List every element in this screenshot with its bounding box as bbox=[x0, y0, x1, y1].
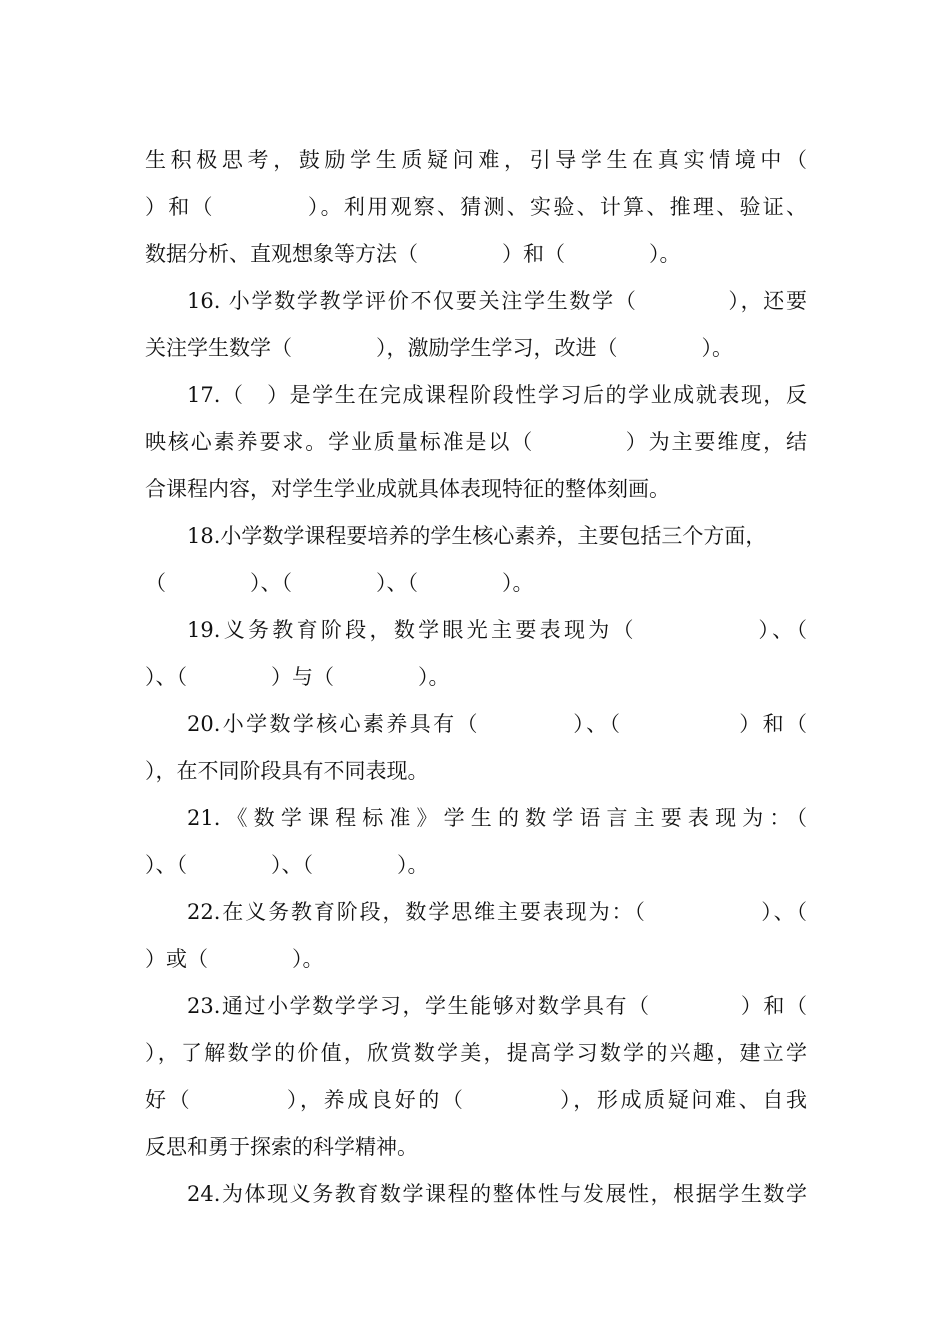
text-line: ）、（ ）与（ ）。 bbox=[145, 665, 450, 689]
text-line: 生积极思考，鼓励学生质疑问难，引导学生在真实情境中（ bbox=[145, 148, 807, 172]
question-24: 24.为体现义务教育数学课程的整体性与发展性，根据学生数学 bbox=[187, 1182, 807, 1206]
text-line: ），在不同阶段具有不同表现。 bbox=[145, 759, 429, 783]
text-line: 好（ ），养成良好的（ ），形成质疑问难、自我 bbox=[145, 1088, 807, 1112]
question-19: 19.义务教育阶段，数学眼光主要表现为（ ）、（ bbox=[187, 618, 807, 642]
question-22: 22.在义务教育阶段，数学思维主要表现为：（ ）、（ bbox=[187, 900, 807, 924]
text-line: 反思和勇于探索的科学精神。 bbox=[145, 1135, 418, 1159]
text-line: ），了解数学的价值，欣赏数学美，提高学习数学的兴趣，建立学 bbox=[145, 1041, 807, 1065]
text-line: ）、（ ）、（ ）。 bbox=[145, 853, 429, 877]
text-line: 合课程内容，对学生学业成就具体表现特征的整体刻画。 bbox=[145, 477, 670, 501]
question-20: 20.小学数学核心素养具有（ ）、（ ）和（ bbox=[187, 712, 807, 736]
question-17: 17.（ ）是学生在完成课程阶段性学习后的学业成就表现，反 bbox=[187, 383, 807, 407]
text-line: 映核心素养要求。学业质量标准是以（ ）为主要维度，结 bbox=[145, 430, 807, 454]
text-line: 关注学生数学（ ），激励学生学习，改进（ ）。 bbox=[145, 336, 733, 360]
question-18: 18.小学数学课程要培养的学生核心素养，主要包括三个方面， bbox=[187, 524, 767, 548]
text-line: ）或（ ）。 bbox=[145, 947, 324, 971]
text-line: （ ）、（ ）、（ ）。 bbox=[145, 571, 534, 595]
question-23: 23.通过小学数学学习，学生能够对数学具有（ ）和（ bbox=[187, 994, 807, 1018]
text-line: 数据分析、直观想象等方法（ ）和（ ）。 bbox=[145, 242, 681, 266]
question-21: 21.《数学课程标准》学生的数学语言主要表现为：（ bbox=[187, 806, 807, 830]
text-line: ）和（ ）。利用观察、猜测、实验、计算、推理、验证、 bbox=[145, 195, 807, 219]
question-16: 16. 小学数学教学评价不仅要关注学生数学（ ），还要 bbox=[187, 289, 807, 313]
